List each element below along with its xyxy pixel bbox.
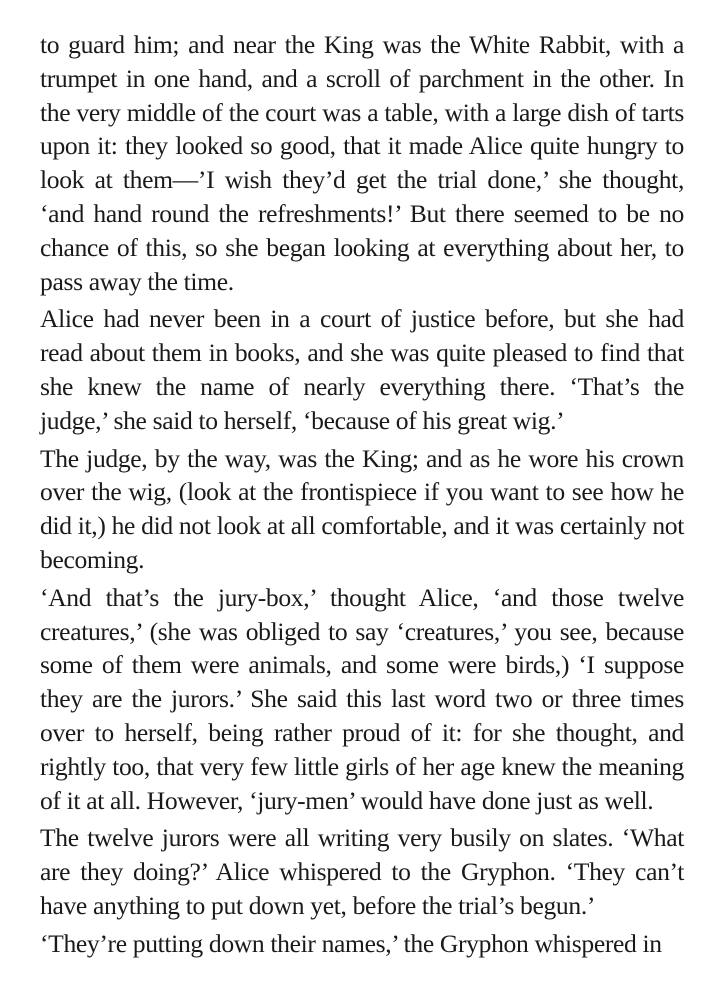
paragraph: ‘They’re putting down their names,’ the Gryphon whispered in [40, 928, 662, 958]
paragraph: The twelve jurors were all writing very busily on slates. ‘What are they doing?’ Alice whispered to the Gryphon. ‘They can’t have anything to put down yet, before the trial’s begun.’ [40, 823, 684, 920]
paragraph: to guard him; and near the King was the White Rabbit, with a trumpet in one hand, and a scroll of parchment in the other. In the very middle of the court was a table, with a large dish of tarts upon it: they looked so good, that it made Alice quite hungry to look at them—’I wish they’d get the trial done,’ she thought, ‘and hand round the refreshments!’ But there seemed to be no chance of this, so she began looking at everything about her, to pass away the time. [40, 30, 684, 296]
page-text [40, 28, 684, 965]
paragraph: Alice had never been in a court of justice before, but she had read about them in books, and she was quite pleased to find that she knew the name of nearly everything there. ‘That’s the judge,’ she said to herself, ‘because of his great wig.’ [40, 304, 684, 435]
paragraph: The judge, by the way, was the King; and as he wore his crown over the wig, (look at the frontispiece if you want to see how he did it,) he did not look at all comfortable, and it was certainly not becoming. [40, 443, 684, 574]
paragraph: ‘And that’s the jury-box,’ thought Alice, ‘and those twelve creatures,’ (she was obliged to say ‘creatures,’ you see, because some of them were animals, and some were birds,) ‘I suppose they are the jurors.’ She said this last word two or three times over to herself, being rather proud of it: for she thought, and rightly too, that very few little girls of her age knew the meaning of it at all. However, ‘jury-men’ would have done just as well. [40, 582, 684, 815]
